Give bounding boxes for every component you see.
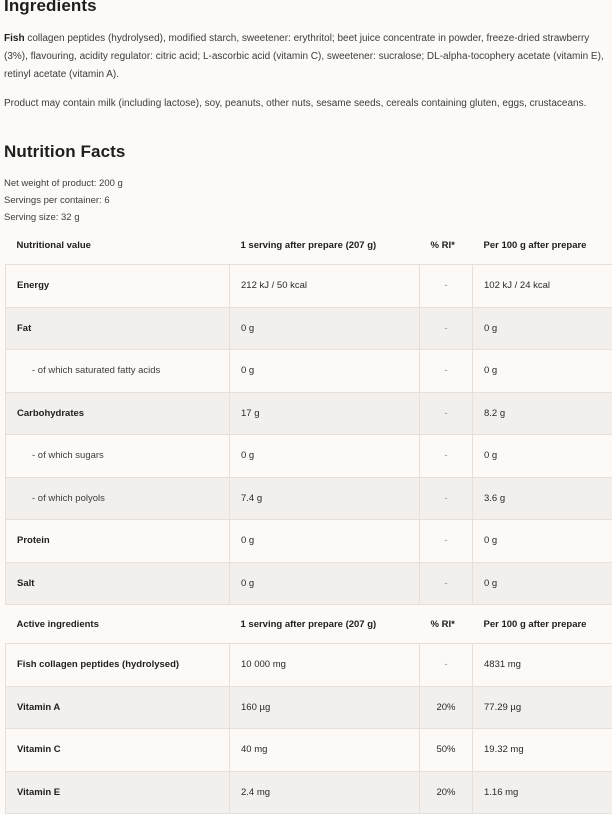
ingredients-heading: Ingredients xyxy=(4,0,97,16)
per100-value: 19.32 mg xyxy=(473,729,612,772)
serving-value: 0 g xyxy=(230,350,420,393)
nutrient-name: Energy xyxy=(6,265,230,308)
table-row xyxy=(6,562,612,605)
nutrition-table xyxy=(5,226,612,814)
product-meta xyxy=(4,175,123,226)
ingredients-text xyxy=(4,30,608,84)
serving-value: 160 µg xyxy=(230,686,420,729)
ri-value: 20% xyxy=(420,771,473,814)
ingredients-lead: Fish xyxy=(4,33,25,44)
header-per100: Per 100 g after prepare xyxy=(473,226,612,265)
nutrient-name: Carbohydrates xyxy=(6,392,230,435)
ri-value: - xyxy=(420,350,473,393)
per100-value: 0 g xyxy=(473,562,612,605)
header-active-per100: Per 100 g after prepare xyxy=(473,605,612,644)
table-row xyxy=(6,435,612,478)
allergen-notice: Product may contain milk (including lactose), soy, peanuts, other nuts, sesame seeds, cereals containing gluten, eggs, crustaceans. xyxy=(4,95,608,113)
nutrient-name: Salt xyxy=(6,562,230,605)
nutrition-heading: Nutrition Facts xyxy=(4,142,125,162)
table-row xyxy=(6,771,612,814)
per100-value: 0 g xyxy=(473,307,612,350)
serving-value: 0 g xyxy=(230,520,420,563)
table-row xyxy=(6,477,612,520)
nutrient-name: Fat xyxy=(6,307,230,350)
per100-value: 0 g xyxy=(473,520,612,563)
nutrient-name: - of which saturated fatty acids xyxy=(6,350,230,393)
nutrient-name: Protein xyxy=(6,520,230,563)
serving-value: 17 g xyxy=(230,392,420,435)
ri-value: - xyxy=(420,562,473,605)
header-active-ri: % RI* xyxy=(420,605,473,644)
serving-value: 0 g xyxy=(230,562,420,605)
header-serving: 1 serving after prepare (207 g) xyxy=(230,226,420,265)
per100-value: 102 kJ / 24 kcal xyxy=(473,265,612,308)
ri-value: - xyxy=(420,644,473,687)
table-row xyxy=(6,520,612,563)
nutrient-name: Vitamin E xyxy=(6,771,230,814)
serving-value: 0 g xyxy=(230,435,420,478)
table-row xyxy=(6,265,612,308)
table-row xyxy=(6,350,612,393)
per100-value: 1.16 mg xyxy=(473,771,612,814)
table-row xyxy=(6,729,612,772)
nutrient-name: - of which sugars xyxy=(6,435,230,478)
nutrient-name: Vitamin C xyxy=(6,729,230,772)
serving-size: Serving size: 32 g xyxy=(4,209,123,226)
ingredients-list: collagen peptides (hydrolysed), modified starch, sweetener: erythritol; beet juice concentrate in powder, freeze-dried strawberry (3%), flavouring, acidity regulator: citric acid; L-ascorbic acid (vitamin C), sweetener: sucralose; DL-alpha-tocophery acetate (vitamin E), retinyl acetate (vitamin A). xyxy=(4,33,604,80)
nutrition-table-header xyxy=(6,226,612,265)
ri-value: 50% xyxy=(420,729,473,772)
per100-value: 3.6 g xyxy=(473,477,612,520)
ri-value: - xyxy=(420,435,473,478)
per100-value: 0 g xyxy=(473,435,612,478)
serving-value: 40 mg xyxy=(230,729,420,772)
serving-value: 10 000 mg xyxy=(230,644,420,687)
per100-value: 4831 mg xyxy=(473,644,612,687)
nutrient-name: Fish collagen peptides (hydrolysed) xyxy=(6,644,230,687)
ri-value: - xyxy=(420,265,473,308)
net-weight: Net weight of product: 200 g xyxy=(4,175,123,192)
header-active-ingredients: Active ingredients xyxy=(6,605,230,644)
table-row xyxy=(6,686,612,729)
serving-value: 212 kJ / 50 kcal xyxy=(230,265,420,308)
per100-value: 77.29 µg xyxy=(473,686,612,729)
serving-value: 7.4 g xyxy=(230,477,420,520)
serving-value: 2.4 mg xyxy=(230,771,420,814)
active-table-header xyxy=(6,605,612,644)
header-active-serving: 1 serving after prepare (207 g) xyxy=(230,605,420,644)
nutrient-name: Vitamin A xyxy=(6,686,230,729)
ri-value: 20% xyxy=(420,686,473,729)
ri-value: - xyxy=(420,307,473,350)
table-row xyxy=(6,307,612,350)
per100-value: 0 g xyxy=(473,350,612,393)
table-row xyxy=(6,644,612,687)
per100-value: 8.2 g xyxy=(473,392,612,435)
header-ri: % RI* xyxy=(420,226,473,265)
ri-value: - xyxy=(420,392,473,435)
header-nutritional-value: Nutritional value xyxy=(6,226,230,265)
table-row xyxy=(6,392,612,435)
serving-value: 0 g xyxy=(230,307,420,350)
ri-value: - xyxy=(420,520,473,563)
nutrient-name: - of which polyols xyxy=(6,477,230,520)
ri-value: - xyxy=(420,477,473,520)
servings-per-container: Servings per container: 6 xyxy=(4,192,123,209)
